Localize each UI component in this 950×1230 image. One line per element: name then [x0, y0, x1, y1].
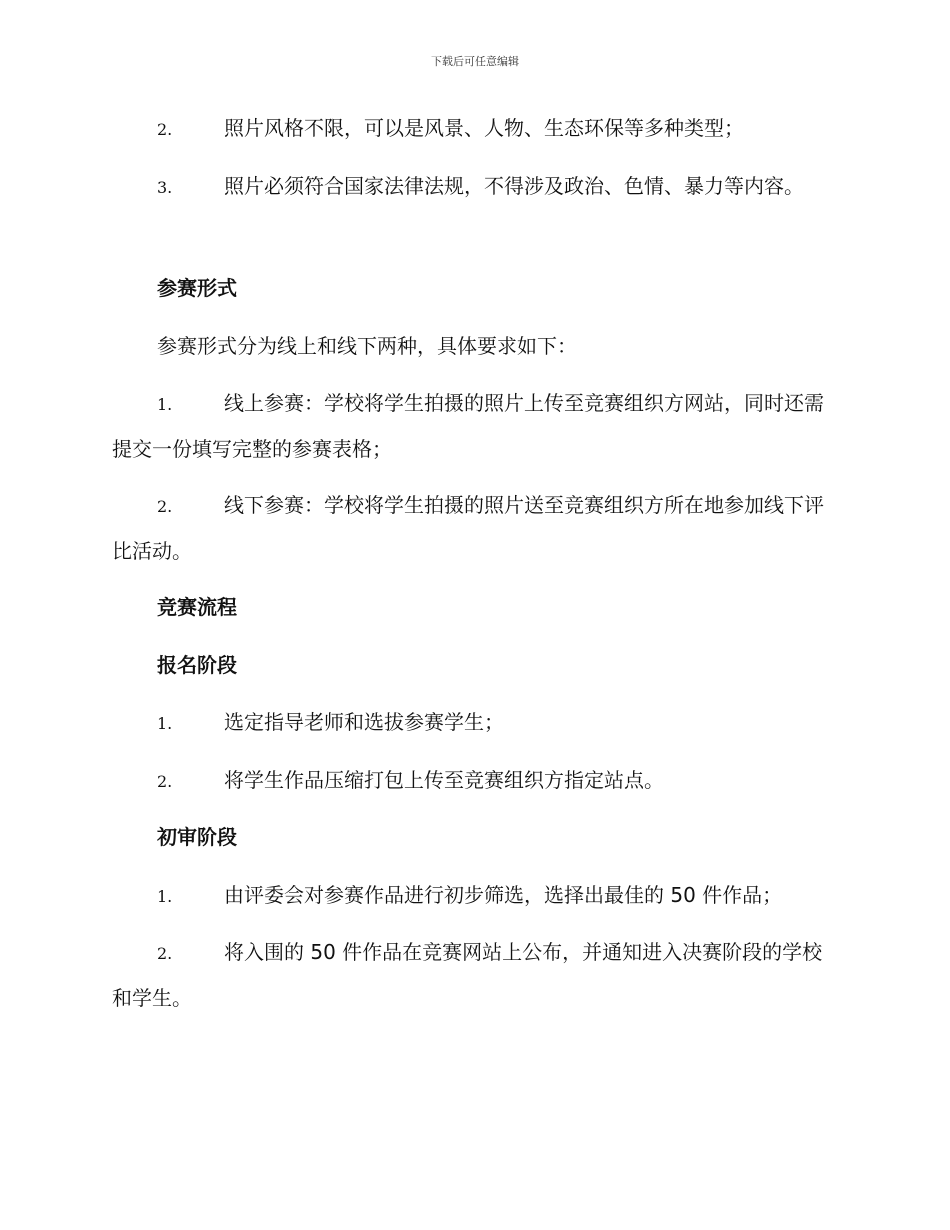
list-text: 线上参赛：学校将学生拍摄的照片上传至竞赛组织方网站，同时还需提交一份填写完整的参赛表格；: [112, 391, 824, 461]
list-item: [112, 381, 838, 472]
list-text: 照片必须符合国家法律法规，不得涉及政治、色情、暴力等内容。: [224, 174, 804, 198]
list-text: 将学生作品压缩打包上传至竞赛组织方指定站点。: [224, 768, 664, 792]
list-item: [112, 873, 838, 919]
section-heading: 参赛形式: [157, 276, 237, 300]
list-number: 2.: [157, 944, 173, 963]
list-text: 线下参赛：学校将学生拍摄的照片送至竞赛组织方所在地参加线下评比活动。: [112, 493, 824, 563]
list-text: 照片风格不限，可以是风景、人物、生态环保等多种类型；: [224, 116, 744, 140]
page-header: 下载后可任意编辑: [431, 55, 519, 68]
list-number: 3.: [157, 178, 173, 197]
list-number: 1.: [157, 395, 173, 414]
list-text: 由评委会对参赛作品进行初步筛选，选择出最佳的 50 件作品；: [224, 883, 783, 907]
list-item: [112, 483, 838, 574]
list-text: 选定指导老师和选拔参赛学生；: [224, 710, 504, 734]
list-number: 2.: [157, 772, 173, 791]
list-text: 将入围的 50 件作品在竞赛网站上公布，并通知进入决赛阶段的学校和学生。: [112, 940, 823, 1010]
list-item: [112, 106, 838, 152]
subsection-heading: 报名阶段: [157, 653, 237, 677]
list-number: 2.: [157, 497, 173, 516]
section-heading: 竞赛流程: [157, 595, 237, 619]
list-number: 1.: [157, 887, 173, 906]
list-item: [112, 930, 838, 1021]
list-item: [112, 164, 838, 210]
subsection-heading: 初审阶段: [157, 825, 237, 849]
paragraph: 参赛形式分为线上和线下两种，具体要求如下：: [157, 334, 577, 358]
list-item: [112, 758, 838, 804]
list-number: 1.: [157, 714, 173, 733]
list-number: 2.: [157, 120, 173, 139]
list-item: [112, 700, 838, 746]
